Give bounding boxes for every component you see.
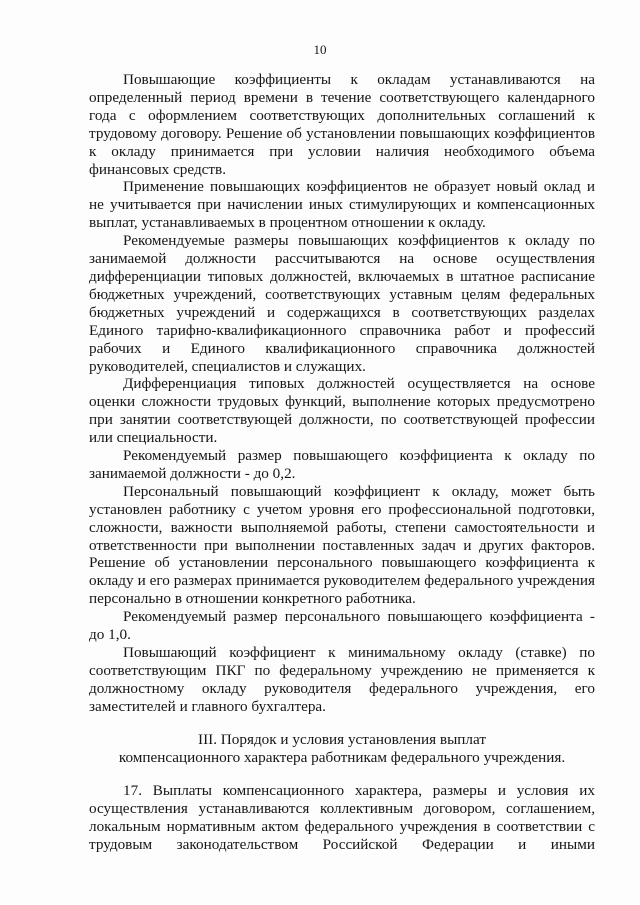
paragraph-personal-coefficient-size: Рекомендуемый размер персонального повышающего коэффициента - до 1,0. [89,608,595,644]
page-number: 10 [313,42,327,57]
paragraph-differentiation: Дифференциация типовых должностей осуществляется на основе оценки сложности трудовых функций, выполнение которых предусмотрено при занятии соответствующей должности, по соответствующей профессии или специальности. [89,375,595,447]
paragraph-17-compensation: 17. Выплаты компенсационного характера, размеры и условия их осуществления устанавливаются коллективным договором, соглашением, локальным нормативным актом федерального учреждения в соответствии с трудовым законодательством Российской Федерации и иными [89,782,595,854]
section-heading-line-1: III. Порядок и условия установления выплат [198,730,486,748]
section-heading-line-2: компенсационного характера работникам федерального учреждения. [118,748,566,766]
document-body [89,71,595,854]
paragraph-no-new-salary: Применение повышающих коэффициентов не образует новый оклад и не учитывается при начислении иных стимулирующих и компенсационных выплат, устанавливаемых в процентном отношении к окладу. [89,178,595,232]
paragraph-position-coefficient: Рекомендуемый размер повышающего коэффициента к окладу по занимаемой должности - до 0,2. [89,447,595,482]
paragraph-personal-coefficient: Персональный повышающий коэффициент к окладу, может быть установлен работнику с учетом уровня его профессиональной подготовки, сложности, важности выполняемой работы, степени самостоятельности и ответственности при выполнении поставленных задач и других факторов. Решение об установлении персонального повышающего коэффициента к окладу и его размерах принимается руководителем федерального учреждения персонально в отношении конкретного работника. [89,482,595,608]
paragraph-minimum-salary-coefficient: Повышающий коэффициент к минимальному окладу (ставке) по соответствующим ПКГ по федеральному учреждению не применяется к должностному окладу руководителя федерального учреждения, его заместителей и главного бухгалтера. [89,644,595,715]
paragraph-coefficient-period: Повышающие коэффициенты к окладам устанавливаются на определенный период времени в течение соответствующего календарного года с оформлением соответствующих дополнительных соглашений к трудовому договору. Решение об установлении повышающих коэффициентов к окладу принимается при условии наличия необходимого объема финансовых средств. [89,71,595,178]
paragraph-recommended-sizes: Рекомендуемые размеры повышающих коэффициентов к окладу по занимаемой должности рассчитываются на основе осуществления дифференциации типовых должностей, включаемых в штатное расписание бюджетных учреждений, соответствующих уставным целям федеральных бюджетных учреждений и содержащихся в соответствующих разделах Единого тарифно-квалификационного справочника работ и профессий рабочих и Единого квалификационного справочника должностей руководителей, специалистов и служащих. [89,232,595,375]
section-heading [89,731,595,767]
